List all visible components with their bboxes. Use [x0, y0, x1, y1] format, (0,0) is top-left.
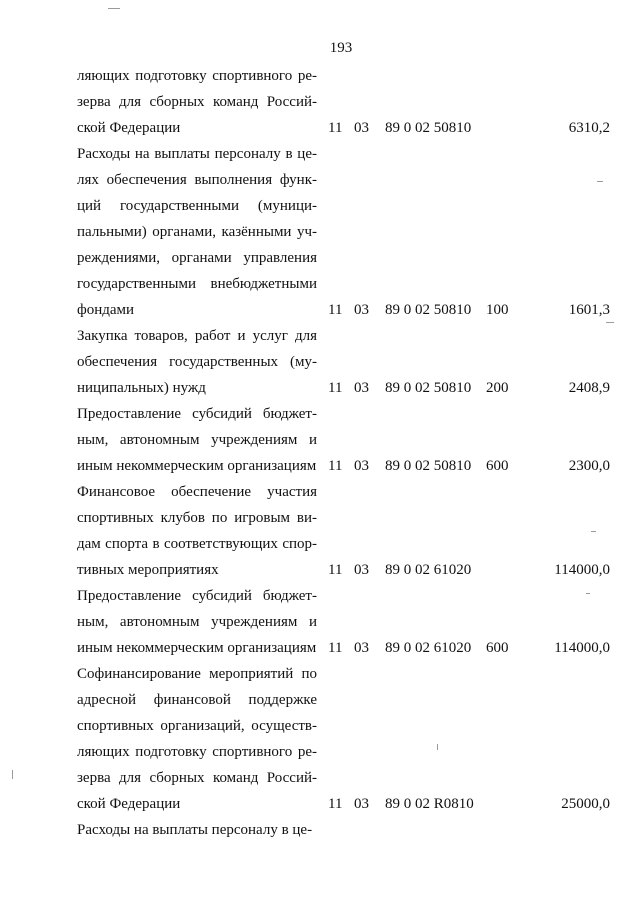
description-line: ным, автономным учреждениям и [77, 432, 317, 448]
expense-type-code: 600 [486, 458, 509, 474]
subsection-code: 03 [354, 796, 369, 812]
row-description [77, 323, 317, 401]
target-article-code: 89 0 02 61020 [385, 562, 472, 578]
subsection-code: 03 [354, 380, 369, 396]
description-line: ской Федерации [77, 120, 181, 136]
description-line: спортивных организаций, осуществ- [77, 718, 317, 734]
subsection-code: 03 [354, 562, 369, 578]
description-line: зерва для сборных команд Россий- [77, 94, 317, 110]
amount-value: 2408,9 [568, 380, 610, 396]
row-description [77, 817, 317, 843]
target-article-code: 89 0 02 50810 [385, 302, 472, 318]
amount-value: 114000,0 [554, 640, 610, 656]
description-line: зерва для сборных команд Россий- [77, 770, 317, 786]
description-line: иным некоммерческим организациям [77, 640, 317, 656]
row-description [77, 63, 317, 141]
target-article-code: 89 0 02 R0810 [385, 796, 474, 812]
amount-value: 114000,0 [554, 562, 610, 578]
description-line: спортивных клубов по игровым ви- [77, 510, 317, 526]
description-line: Расходы на выплаты персоналу в це- [77, 822, 313, 838]
target-article-code: 89 0 02 50810 [385, 120, 472, 136]
scan-speck [586, 593, 590, 594]
scan-speck [591, 531, 596, 532]
description-line: лях обеспечения выполнения функ- [77, 172, 317, 188]
table-row [0, 141, 640, 323]
description-line: ным, автономным учреждениям и [77, 614, 317, 630]
section-code: 11 [328, 120, 343, 136]
subsection-code: 03 [354, 302, 369, 318]
table-row [0, 583, 640, 661]
amount-value: 2300,0 [568, 458, 610, 474]
amount-value: 1601,3 [568, 302, 610, 318]
section-code: 11 [328, 562, 343, 578]
scan-speck [597, 181, 603, 182]
description-line: дам спорта в соответствующих спор- [77, 536, 317, 552]
section-code: 11 [328, 796, 343, 812]
description-line: ской Федерации [77, 796, 181, 812]
table-row [0, 401, 640, 479]
section-code: 11 [328, 302, 343, 318]
table-row [0, 323, 640, 401]
section-code: 11 [328, 380, 343, 396]
target-article-code: 89 0 02 50810 [385, 380, 472, 396]
target-article-code: 89 0 02 50810 [385, 458, 472, 474]
description-line: обеспечения государственных (му- [77, 354, 317, 370]
description-line: Закупка товаров, работ и услуг для [77, 328, 317, 344]
row-description [77, 479, 317, 583]
section-code: 11 [328, 640, 343, 656]
description-line: пальными) органами, казёнными уч- [77, 224, 317, 240]
amount-value: 6310,2 [568, 120, 610, 136]
description-line: тивных мероприятиях [77, 562, 219, 578]
amount-value: 25000,0 [561, 796, 610, 812]
expense-type-code: 200 [486, 380, 509, 396]
expense-type-code: 100 [486, 302, 509, 318]
scan-speck [606, 322, 614, 323]
row-description [77, 141, 317, 323]
scan-speck [437, 744, 438, 750]
description-line: Расходы на выплаты персоналу в це- [77, 146, 317, 162]
table-row [0, 817, 640, 843]
subsection-code: 03 [354, 120, 369, 136]
subsection-code: 03 [354, 640, 369, 656]
expense-type-code: 600 [486, 640, 509, 656]
row-description [77, 401, 317, 479]
description-line: Софинансирование мероприятий по [77, 666, 317, 682]
budget-table [0, 63, 640, 843]
description-line: иным некоммерческим организациям [77, 458, 317, 474]
table-row [0, 479, 640, 583]
description-line: ляющих подготовку спортивного ре- [77, 68, 317, 84]
description-line: Предоставление субсидий бюджет- [77, 406, 317, 422]
scan-speck [108, 8, 120, 9]
description-line: адресной финансовой поддержке [77, 692, 317, 708]
description-line: ляющих подготовку спортивного ре- [77, 744, 317, 760]
description-line: Предоставление субсидий бюджет- [77, 588, 317, 604]
description-line: Финансовое обеспечение участия [77, 484, 317, 500]
scan-speck [12, 770, 13, 779]
row-description [77, 661, 317, 817]
description-line: ций государственными (муници- [77, 198, 317, 214]
table-row [0, 63, 640, 141]
description-line: реждениями, органами управления [77, 250, 317, 266]
description-line: государственными внебюджетными [77, 276, 317, 292]
row-description [77, 583, 317, 661]
table-row [0, 661, 640, 817]
description-line: ниципальных) нужд [77, 380, 206, 396]
target-article-code: 89 0 02 61020 [385, 640, 472, 656]
subsection-code: 03 [354, 458, 369, 474]
page-number: 193 [329, 40, 353, 56]
description-line: фондами [77, 302, 135, 318]
section-code: 11 [328, 458, 343, 474]
